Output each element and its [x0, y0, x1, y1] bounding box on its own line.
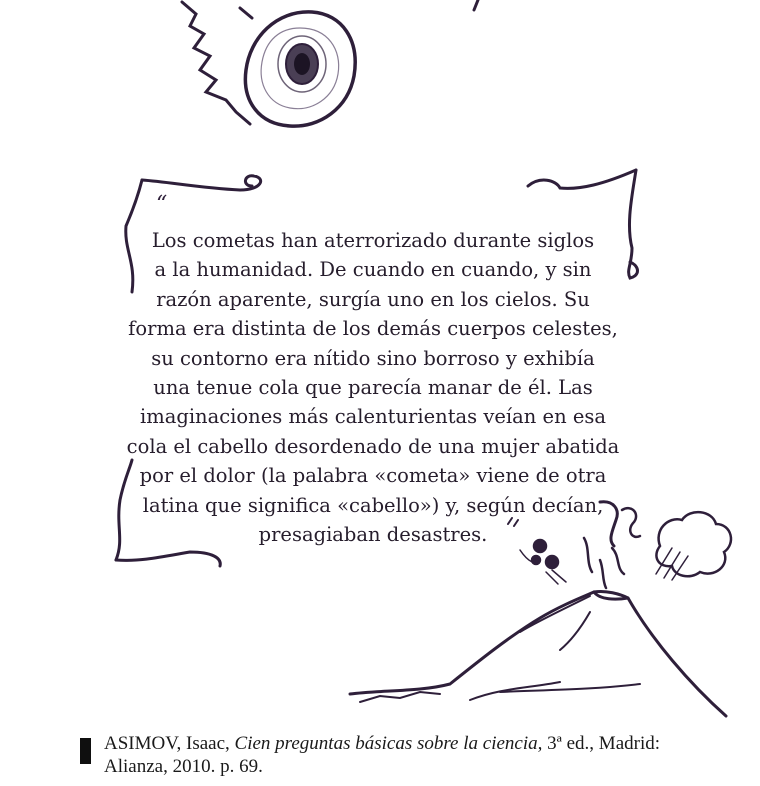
quote-line: forma era distinta de los demás cuerpos celestes, [128, 317, 618, 341]
quote-line: imaginaciones más calenturientas veían en esa [139, 405, 607, 429]
quote-line: razón aparente, surgía uno en los cielos. Su [156, 287, 590, 311]
reference-author: ASIMOV, Isaac, [104, 733, 235, 754]
quote-line: su contorno era nítido sino borroso y exhibía [151, 346, 595, 370]
quote-line: Los cometas han aterrorizado durante siglos [151, 229, 595, 252]
quote-line: presagiaban desastres. [258, 523, 488, 547]
volcano-drawing-icon [350, 591, 726, 716]
bibliographic-reference [104, 732, 724, 778]
quote-line: cola el cabello desordenado de una mujer abatida [126, 434, 620, 458]
reference-edition: 3ª ed., Madrid: [542, 733, 661, 754]
quote-line: a la humanidad. De cuando en cuando, y sin [154, 258, 592, 282]
quote-line: latina que significa «cabello») y, según decían, [142, 493, 604, 517]
reference-title: Cien preguntas básicas sobre la ciencia, [234, 733, 543, 754]
reference-line-2: Alianza, 2010. p. 69. [104, 756, 263, 777]
reference-line-1 [104, 732, 724, 755]
opening-quote-mark: “ [156, 192, 168, 217]
reference-marker [80, 738, 91, 764]
comet-drawing-icon [182, 0, 478, 126]
quote-text [118, 226, 628, 549]
quote-line: por el dolor (la palabra «cometa» viene de otra [139, 464, 607, 488]
quote-line: una tenue cola que parecía manar de él. Las [153, 376, 593, 400]
